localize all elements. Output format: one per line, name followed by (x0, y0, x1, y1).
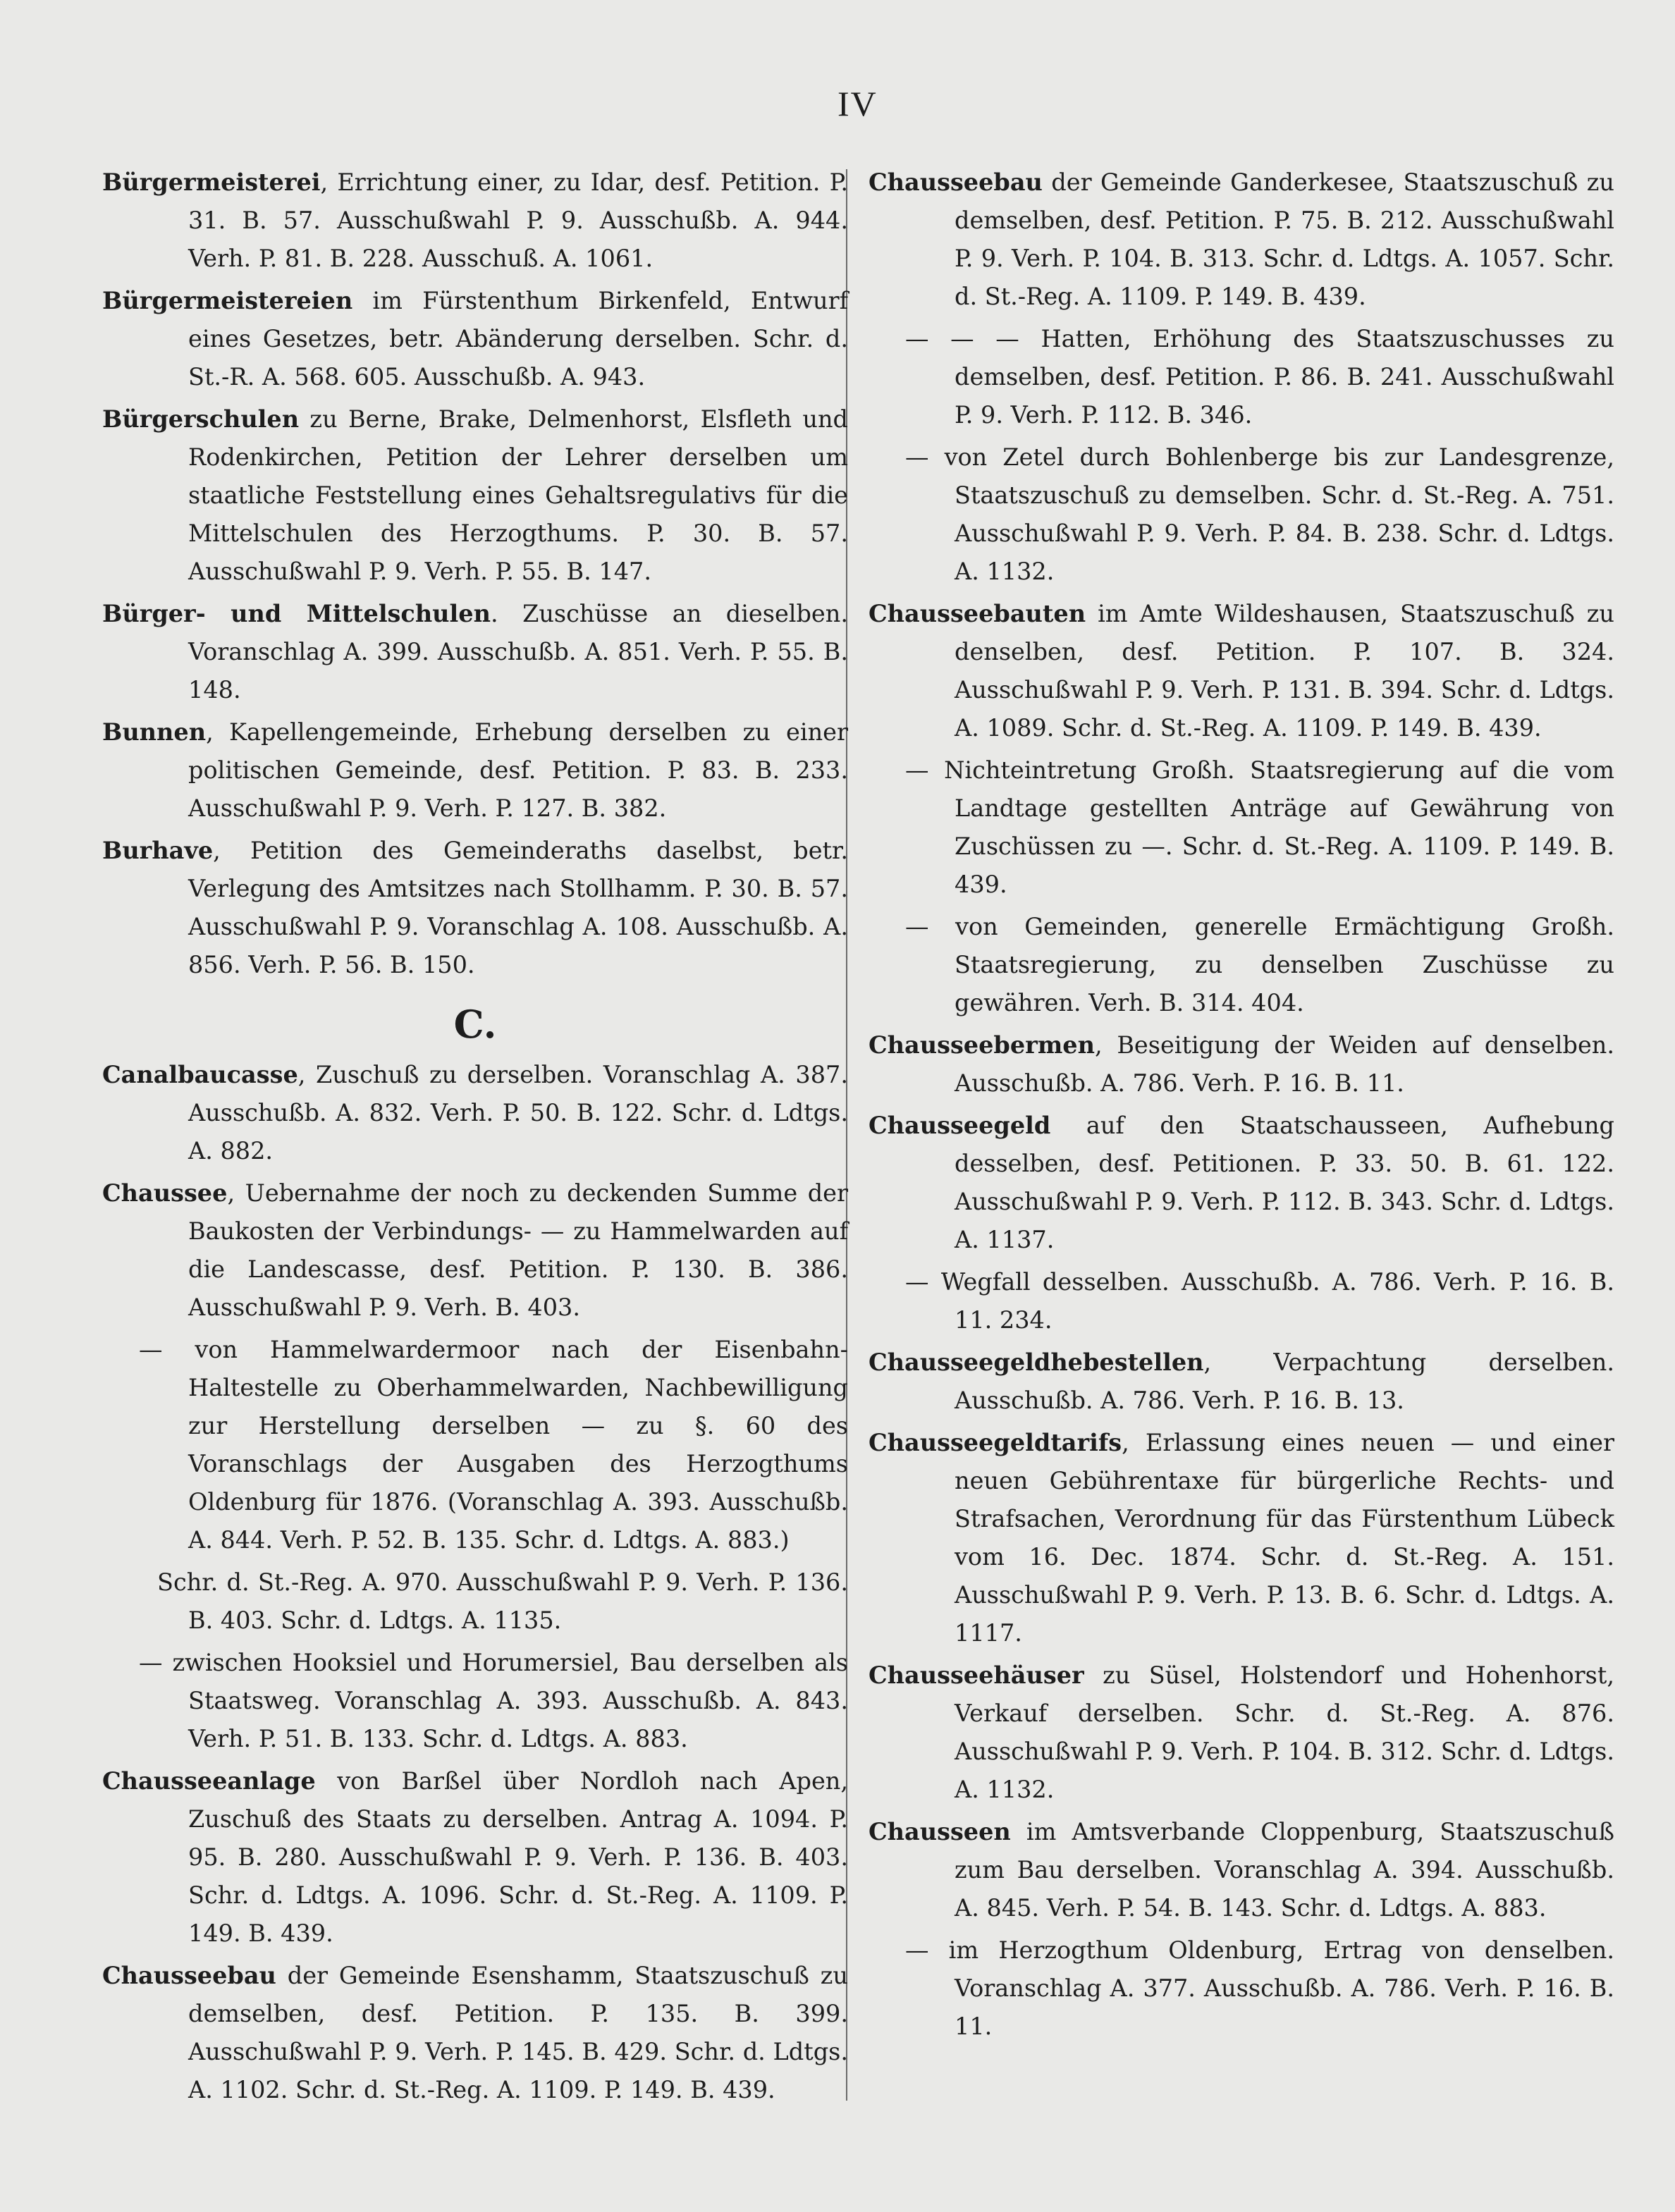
entry-head: Chausseen (869, 1818, 1011, 1845)
entry-text: Hatten, Erhöhung des Staatszuschusses zu demselben, desf. Petition. P. 86. B. 241. Ausschußwahl P. 9. Verh. P. 112. B. 346. (955, 325, 1614, 429)
index-entry (102, 1762, 848, 1953)
entry-head: Chausseeanlage (102, 1767, 316, 1795)
entry-head: Bürgermeisterei (102, 168, 321, 196)
index-entry (102, 400, 848, 591)
entry-head: Bürgermeistereien (102, 287, 353, 314)
index-entry (869, 1344, 1614, 1420)
entry-text: , Errichtung einer, zu Idar, desf. Petition. P. 31. B. 57. Ausschußwahl P. 9. Ausschußb. A. 944. Verh. P. 81. B. 228. Ausschuß. A. 1061. (188, 168, 848, 272)
entry-text: , Kapellengemeinde, Erhebung derselben zu einer politischen Gemeinde, desf. Petition. P. 83. B. 233. Ausschußwahl P. 9. Verh. P. 127. B. 382. (188, 718, 848, 822)
entry-text: , Zuschuß zu derselben. Voranschlag A. 387. Ausschußb. A. 832. Verh. P. 50. B. 122. Schr. d. Ldtgs. A. 882. (188, 1061, 848, 1165)
entry-dash: — (905, 913, 929, 940)
entry-head: Chausseehäuser (869, 1661, 1084, 1689)
right-column (869, 164, 1614, 2050)
entry-head: Chausseegeldhebestellen (869, 1348, 1204, 1376)
entry-head: Chausseebau (102, 1962, 276, 1989)
entry-text: der Gemeinde Esenshamm, Staatszuschuß zu demselben, desf. Petition. P. 135. B. 399. Ausschußwahl P. 9. Verh. P. 145. B. 429. Schr. d. Ldtgs. A. 1102. Schr. d. St.-Reg. A. 1109. P. 149. B. 439. (188, 1962, 848, 2103)
index-subentry (869, 1931, 1614, 2046)
entry-text: im Amte Wildeshausen, Staatszuschuß zu denselben, desf. Petition. P. 107. B. 324. Ausschußwahl P. 9. Verh. P. 131. B. 394. Schr. d. Ldtgs. A. 1089. Schr. d. St.-Reg. A. 1109. P. 149. B. 439. (955, 600, 1614, 742)
entry-text: . Zuschüsse an dieselben. Voranschlag A. 399. Ausschußb. A. 851. Verh. P. 55. B. 148. (188, 600, 848, 703)
entry-dash: — (905, 756, 929, 784)
entry-head: Chausseegeldtarifs (869, 1429, 1122, 1456)
entry-text: von Zetel durch Bohlenberge bis zur Landesgrenze, Staatszuschuß zu demselben. Schr. d. St.-Reg. A. 751. Ausschußwahl P. 9. Verh. P. 84. B. 238. Schr. d. Ldtgs. A. 1132. (928, 443, 1614, 585)
index-entry (102, 595, 848, 709)
index-subentry (869, 320, 1614, 434)
entry-text: im Amtsverbande Cloppenburg, Staatszuschuß zum Bau derselben. Voranschlag A. 394. Ausschußb. A. 845. Verh. P. 54. B. 143. Schr. d. Ldtgs. A. 883. (955, 1818, 1614, 1922)
index-entry (869, 1813, 1614, 1927)
entry-text: von Hammelwardermoor nach der Eisenbahn-Haltestelle zu Oberhammelwarden, Nachbewilligung zur Herstellung derselben — zu §. 60 des Voranschlags der Ausgaben des Herzogthums Oldenburg für 1876. (Voranschlag A. 393. Ausschußb. A. 844. Verh. P. 52. B. 135. Schr. d. Ldtgs. A. 883.) (162, 1336, 848, 1554)
entry-head: Bunnen (102, 718, 207, 746)
index-entry (102, 1957, 848, 2109)
entry-text: , Petition des Gemeinderaths daselbst, betr. Verlegung des Amtsitzes nach Stollhamm. P. 30. B. 57. Ausschußwahl P. 9. Voranschlag A. 108. Ausschußb. A. 856. Verh. P. 56. B. 150. (188, 837, 848, 978)
entry-text: im Fürstenthum Birkenfeld, Entwurf eines Gesetzes, betr. Abänderung derselben. Schr. d. St.-R. A. 568. 605. Ausschußb. A. 943. (188, 287, 848, 391)
entry-text: der Gemeinde Ganderkesee, Staatszuschuß zu demselben, desf. Petition. P. 75. B. 212. Ausschußwahl P. 9. Verh. P. 104. B. 313. Schr. d. Ldtgs. A. 1057. Schr. d. St.-Reg. A. 1109. P. 149. B. 439. (955, 168, 1614, 310)
entry-head: Bürgerschulen (102, 405, 300, 433)
entry-text: im Herzogthum Oldenburg, Ertrag von denselben. Voranschlag A. 377. Ausschußb. A. 786. Verh. P. 16. B. 11. (928, 1936, 1614, 2040)
entry-text: , Verpachtung derselben. Ausschußb. A. 786. Verh. P. 16. B. 13. (955, 1348, 1614, 1414)
entry-head: Chausseegeld (869, 1112, 1051, 1139)
index-entry (102, 164, 848, 278)
section-letter: C. (453, 1002, 497, 1047)
entry-text: von Barßel über Nordloh nach Apen, Zuschuß des Staats zu derselben. Antrag A. 1094. P. 95. B. 280. Ausschußwahl P. 9. Verh. P. 136. B. 403. Schr. d. Ldtgs. A. 1096. Schr. d. St.-Reg. A. 1109. P. 149. B. 439. (188, 1767, 848, 1947)
index-entry (102, 713, 848, 828)
entry-head: Chausseebermen (869, 1031, 1095, 1059)
entry-text: , Beseitigung der Weiden auf denselben. Ausschußb. A. 786. Verh. P. 16. B. 11. (955, 1031, 1614, 1097)
entry-head: Canalbaucasse (102, 1061, 298, 1088)
entry-text: von Gemeinden, generelle Ermächtigung Großh. Staatsregierung, zu denselben Zuschüsse zu gewähren. Verh. B. 314. 404. (928, 913, 1614, 1016)
index-subentry (869, 1263, 1614, 1339)
index-subentry (102, 1331, 848, 1559)
entry-head: Bürger- und Mittelschulen (102, 600, 491, 627)
entry-dash: — (905, 1936, 929, 1964)
index-subentry (869, 438, 1614, 591)
index-subentry (102, 1644, 848, 1758)
index-entry (102, 282, 848, 396)
index-entry (869, 1424, 1614, 1652)
entry-dash: — (139, 1649, 163, 1676)
entry-text: zwischen Hooksiel und Horumersiel, Bau derselben als Staatsweg. Voranschlag A. 393. Ausschußb. A. 843. Verh. P. 51. B. 133. Schr. d. Ldtgs. A. 883. (162, 1649, 848, 1752)
entry-dash: — (905, 443, 929, 471)
entry-head: Chausseebau (869, 168, 1043, 196)
index-entry (102, 1056, 848, 1170)
left-column (102, 164, 848, 2113)
entry-dash: — (905, 1268, 929, 1296)
entry-text: , Erlassung eines neuen — und einer neuen Gebührentaxe für bürgerliche Rechts- und Strafsachen, Verordnung für das Fürstenthum Lübeck vom 16. Dec. 1874. Schr. d. St.-Reg. A. 151. Ausschußwahl P. 9. Verh. P. 13. B. 6. Schr. d. Ldtgs. A. 1117. (955, 1429, 1614, 1647)
entry-head: Chausseebauten (869, 600, 1086, 627)
entry-head: Burhave (102, 837, 214, 864)
index-entry (102, 1174, 848, 1327)
entry-text: , Uebernahme der noch zu deckenden Summe der Baukosten der Verbindungs- — zu Hammelwarden auf die Landescasse, desf. Petition. P. 130. B. 386. Ausschußwahl P. 9. Verh. B. 403. (188, 1179, 848, 1321)
entry-dash: — (139, 1336, 163, 1363)
entry-text: Wegfall desselben. Ausschußb. A. 786. Verh. P. 16. B. 11. 234. (928, 1268, 1614, 1334)
index-subentry (869, 908, 1614, 1022)
index-continuation (102, 1563, 848, 1640)
index-entry (869, 1657, 1614, 1809)
index-entry (869, 1107, 1614, 1259)
index-entry (869, 164, 1614, 316)
entry-text: Schr. d. St.-Reg. A. 970. Ausschußwahl P. 9. Verh. P. 136. B. 403. Schr. d. Ldtgs. A. 1135. (157, 1568, 848, 1634)
entry-text: zu Süsel, Holstendorf und Hohenhorst, Verkauf derselben. Schr. d. St.-Reg. A. 876. Ausschußwahl P. 9. Verh. P. 104. B. 312. Schr. d. Ldtgs. A. 1132. (955, 1661, 1614, 1803)
entry-text: auf den Staatschausseen, Aufhebung desselben, desf. Petitionen. P. 33. 50. B. 61. 122. Ausschußwahl P. 9. Verh. P. 112. B. 343. Schr. d. Ldtgs. A. 1137. (955, 1112, 1614, 1253)
index-entry (102, 832, 848, 984)
index-entry (869, 1026, 1614, 1102)
index-entry (869, 595, 1614, 747)
entry-dash: — — — (905, 325, 1019, 352)
page-number: IV (838, 84, 878, 123)
index-subentry (869, 751, 1614, 904)
entry-head: Chaussee (102, 1179, 228, 1207)
entry-text: Nichteintretung Großh. Staatsregierung auf die vom Landtage gestellten Anträge auf Gewährung von Zuschüssen zu —. Schr. d. St.-Reg. A. 1109. P. 149. B. 439. (928, 756, 1614, 898)
entry-text: zu Berne, Brake, Delmenhorst, Elsfleth und Rodenkirchen, Petition der Lehrer derselben um staatliche Feststellung eines Gehaltsregulativs für die Mittelschulen des Herzogthums. P. 30. B. 57. Ausschußwahl P. 9. Verh. P. 55. B. 147. (188, 405, 848, 585)
